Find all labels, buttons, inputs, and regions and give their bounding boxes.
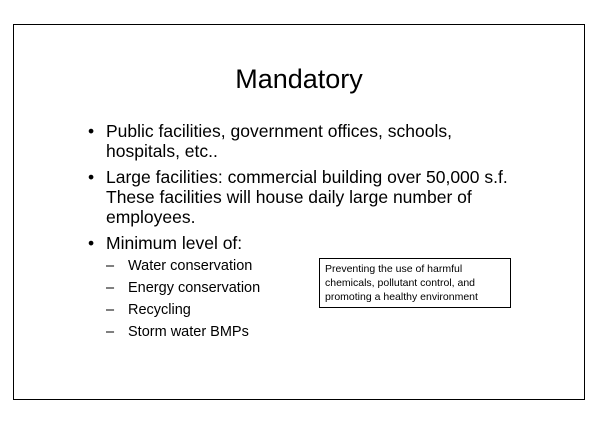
bullet-list	[88, 121, 508, 349]
note-line: Preventing the use of harmful	[325, 263, 463, 275]
sub-bullet-item: – Energy conservation	[106, 277, 508, 299]
bullet-item-text: Minimum level of:	[106, 233, 243, 253]
sub-bullet-item: – Storm water BMPs	[106, 321, 508, 343]
note-line: promoting a healthy environment	[325, 291, 478, 303]
bullet-item: • Public facilities, government offices, schools, hospitals, etc..	[88, 121, 508, 161]
sub-bullet-item: – Water conservation	[106, 255, 508, 277]
sub-bullet-item: – Recycling	[106, 299, 508, 321]
note-callout-box	[319, 258, 511, 308]
slide	[13, 24, 585, 400]
slide-title: Mandatory	[235, 64, 363, 94]
note-line: chemicals, pollutant control, and	[325, 277, 475, 289]
bullet-item: • Large facilities: commercial building over 50,000 s.f. These facilities will house daily large number of employees.	[88, 167, 508, 227]
